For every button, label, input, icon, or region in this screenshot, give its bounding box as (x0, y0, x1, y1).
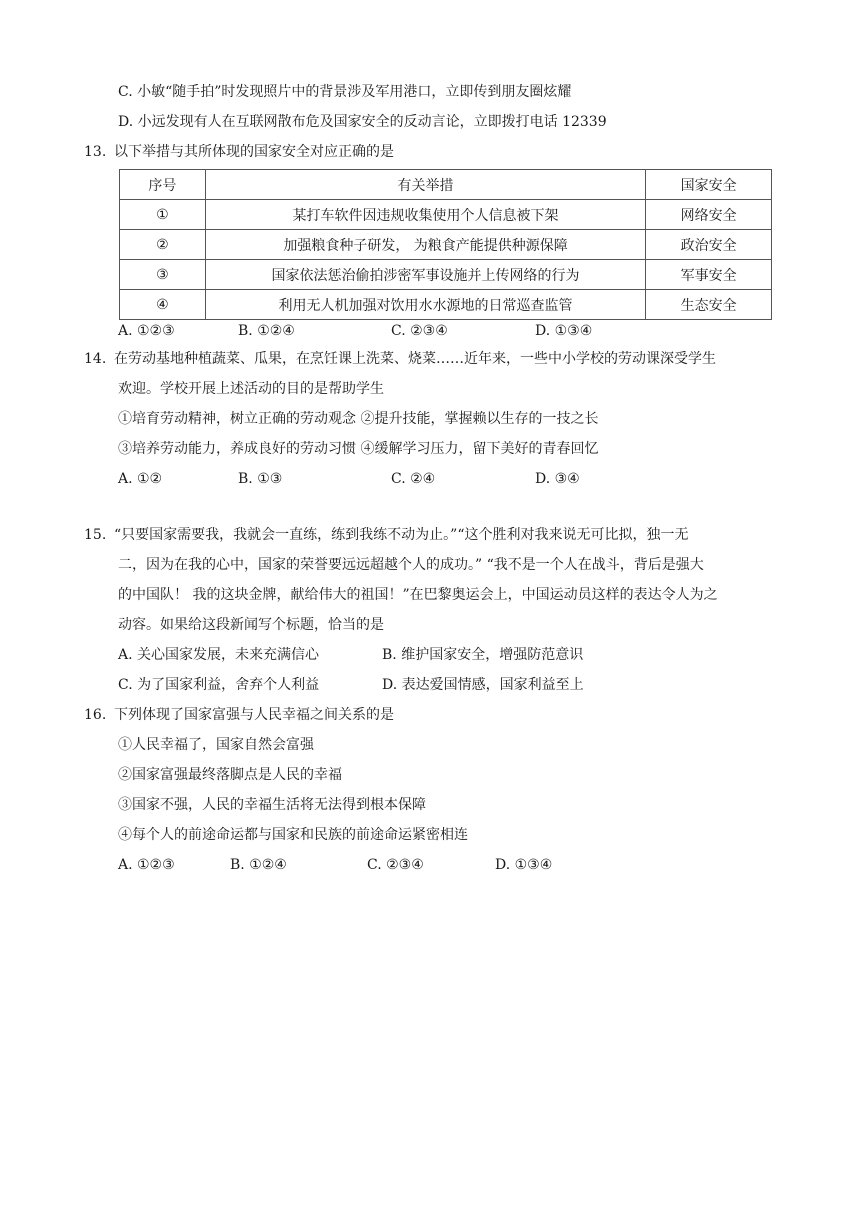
q13-option-b: B. ①②④ (238, 323, 295, 339)
table-row (120, 290, 772, 320)
q16-stem: 下列体现了国家富强与人民幸福之间关系的是 (114, 707, 394, 723)
row-measure: 某打车软件因违规收集使用个人信息被下架 (205, 200, 646, 230)
q14-option-b: B. ①③ (238, 471, 283, 487)
q14-option-d: D. ③④ (535, 471, 580, 487)
q13-option-c: C. ②③④ (391, 323, 448, 339)
q12-option-d: D. 小远发现有人在互联网散布危及国家安全的反动言论，立即拨打电话 12339 (118, 114, 607, 130)
q15-option-c: C. 为了国家利益，舍弃个人利益 (118, 677, 320, 693)
row-index: ④ (120, 290, 206, 320)
row-index: ① (120, 200, 206, 230)
q16-option-d: D. ①③④ (495, 857, 553, 873)
q14-number: 14. (84, 351, 107, 367)
q14-stem-line2: 欢迎。学校开展上述活动的目的是帮助学生 (118, 381, 384, 397)
table-row (120, 260, 772, 290)
q14-items-line2: ③培养劳动能力，养成良好的劳动习惯 ④缓解学习压力，留下美好的青春回忆 (118, 441, 599, 457)
row-index: ③ (120, 260, 206, 290)
q15-option-b: B. 维护国家安全，增强防范意识 (382, 647, 584, 663)
row-security: 政治安全 (646, 230, 772, 260)
table-header-row (120, 170, 772, 200)
row-measure: 国家依法惩治偷拍涉密军事设施并上传网络的行为 (205, 260, 646, 290)
header-security: 国家安全 (646, 170, 772, 200)
header-measure: 有关举措 (205, 170, 646, 200)
q13-stem: 以下举措与其所体现的国家安全对应正确的是 (114, 144, 394, 160)
row-security: 生态安全 (646, 290, 772, 320)
q14-option-c: C. ②④ (391, 471, 436, 487)
q12-option-c: C. 小敏“随手拍”时发现照片中的背景涉及军用港口，立即传到朋友圈炫耀 (118, 84, 572, 100)
row-measure: 加强粮食种子研发， 为粮食产能提供种源保障 (205, 230, 646, 260)
table-row (120, 200, 772, 230)
q16-option-b: B. ①②④ (230, 857, 287, 873)
row-measure: 利用无人机加强对饮用水水源地的日常巡查监管 (205, 290, 646, 320)
q15-stem-line3: 的中国队！ 我的这块金牌，献给伟大的祖国！”在巴黎奥运会上，中国运动员这样的表达令人为之 (118, 587, 718, 603)
q13-measures-table (119, 169, 772, 320)
q16-item-1: ①人民幸福了，国家自然会富强 (118, 737, 314, 753)
q15-stem-line1: “只要国家需要我，我就会一直练，练到我练不动为止。”“这个胜利对我来说无可比拟，独一无 (114, 527, 689, 543)
q15-option-a: A. 关心国家发展，未来充满信心 (118, 647, 320, 663)
q14-items-line1: ①培育劳动精神，树立正确的劳动观念 ②提升技能，掌握赖以生存的一技之长 (118, 411, 599, 427)
header-index: 序号 (120, 170, 206, 200)
q13-number: 13. (84, 144, 107, 160)
q13-option-d: D. ①③④ (535, 323, 593, 339)
q16-option-a: A. ①②③ (118, 857, 175, 873)
q14-option-a: A. ①② (118, 471, 163, 487)
q15-stem-line4: 动容。如果给这段新闻写个标题，恰当的是 (118, 617, 384, 633)
q13-option-a: A. ①②③ (118, 323, 175, 339)
q16-item-3: ③国家不强，人民的幸福生活将无法得到根本保障 (118, 797, 426, 813)
q15-number: 15. (84, 527, 107, 543)
q16-item-4: ④每个人的前途命运都与国家和民族的前途命运紧密相连 (118, 827, 468, 843)
q16-number: 16. (84, 707, 107, 723)
table-row (120, 230, 772, 260)
row-security: 军事安全 (646, 260, 772, 290)
row-security: 网络安全 (646, 200, 772, 230)
q16-item-2: ②国家富强最终落脚点是人民的幸福 (118, 767, 342, 783)
q14-stem-line1: 在劳动基地种植蔬菜、瓜果，在烹饪课上洗菜、烧菜……近年来，一些中小学校的劳动课深受学生 (114, 351, 716, 367)
row-index: ② (120, 230, 206, 260)
q15-stem-line2: 二，因为在我的心中，国家的荣誉要远远超越个人的成功。” “我不是一个人在战斗，背后是强大 (118, 557, 704, 573)
q16-option-c: C. ②③④ (367, 857, 424, 873)
q15-option-d: D. 表达爱国情感，国家利益至上 (382, 677, 584, 693)
